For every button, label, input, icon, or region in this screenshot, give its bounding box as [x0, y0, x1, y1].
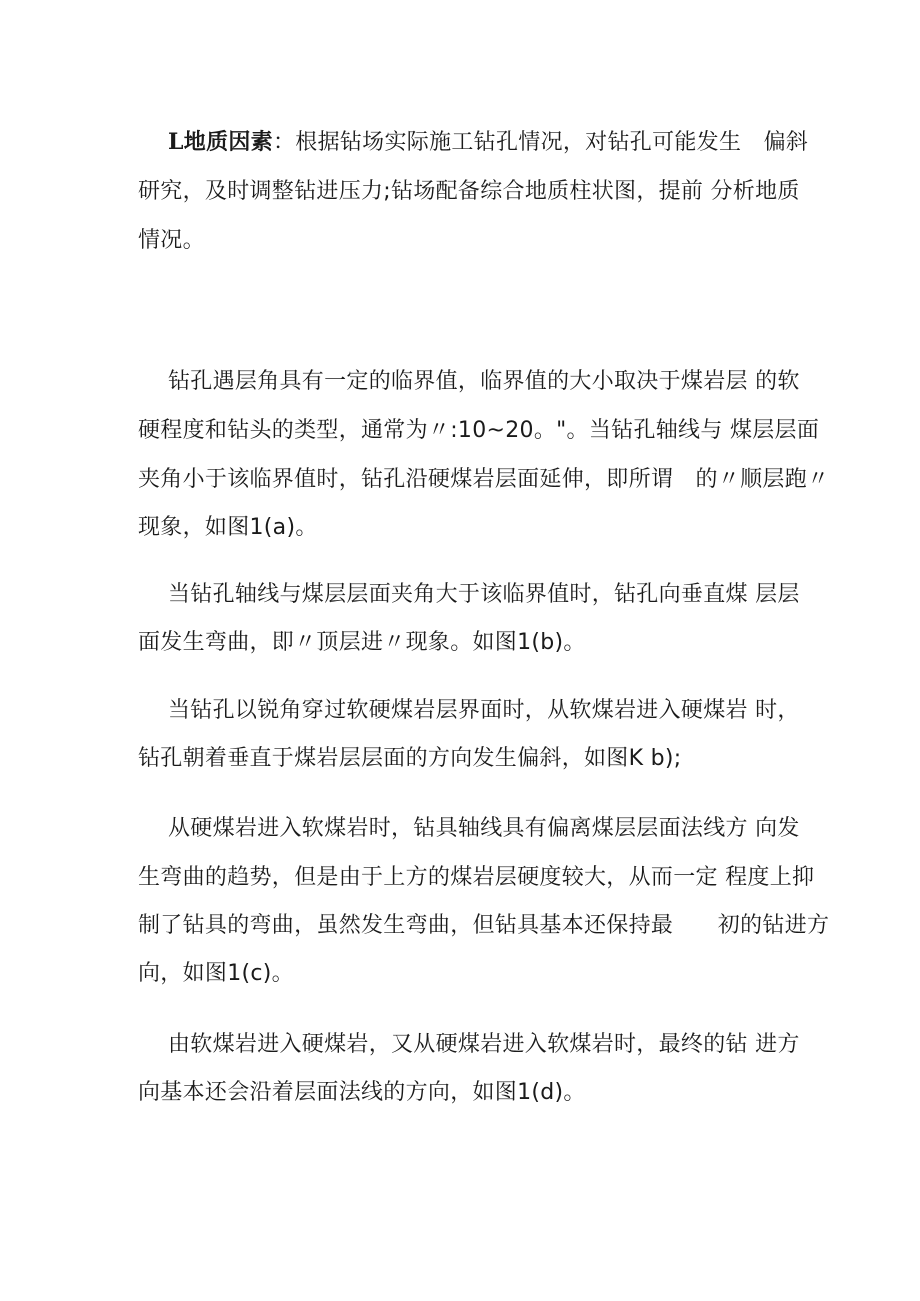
bold-lead-heading: L地质因素 — [168, 129, 273, 155]
paragraph-line: 制了钻具的弯曲，虽然发生弯曲，但钻具基本还保持最 初的钻进方 — [138, 913, 830, 938]
paragraph-line: 情况。 — [138, 228, 205, 253]
paragraph-line: 由软煤岩进入硬煤岩，又从硬煤岩进入软煤岩时，最终的钻 进方 — [168, 1032, 800, 1057]
paragraph-line: 向基本还会沿着层面法线的方向，如图1(d)。 — [138, 1080, 586, 1105]
paragraph-line: 硬程度和钻头的类型，通常为〃:10~20。"。当钻孔轴线与 煤层层面 — [138, 418, 820, 443]
paragraph-line: 从硬煤岩进入软煤岩时，钻具轴线具有偏离煤层层面法线方 向发 — [168, 816, 800, 841]
paragraph-line: 生弯曲的趋势，但是由于上方的煤岩层硬度较大，从而一定 程度上抑 — [138, 865, 815, 890]
paragraph-line: 当钻孔轴线与煤层层面夹角大于该临界值时，钻孔向垂直煤 层层 — [168, 582, 800, 607]
paragraph-line — [168, 127, 808, 158]
paragraph-line: 现象，如图1(a)。 — [138, 515, 318, 540]
paragraph-line: 钻孔遇层角具有一定的临界值，临界值的大小取决于煤岩层 的软 — [168, 369, 800, 394]
line-text: ：根据钻场实际施工钻孔情况，对钻孔可能发生 偏斜 — [272, 130, 809, 155]
paragraph-line: 当钻孔以锐角穿过软硬煤岩层界面时，从软煤岩进入硬煤岩 时， — [168, 698, 800, 723]
paragraph-line: 面发生弯曲，即〃顶层进〃现象。如图1(b)。 — [138, 630, 586, 655]
paragraph-line: 研究，及时调整钻进压力;钻场配备综合地质柱状图，提前 分析地质 — [138, 179, 800, 204]
paragraph-line: 夹角小于该临界值时，钻孔沿硬煤岩层面延伸，即所谓 的〃顺层跑〃 — [138, 467, 830, 492]
paragraph-line: 钻孔朝着垂直于煤岩层层面的方向发生偏斜，如图K b); — [138, 746, 682, 771]
paragraph-line: 向，如图1(c)。 — [138, 961, 294, 986]
